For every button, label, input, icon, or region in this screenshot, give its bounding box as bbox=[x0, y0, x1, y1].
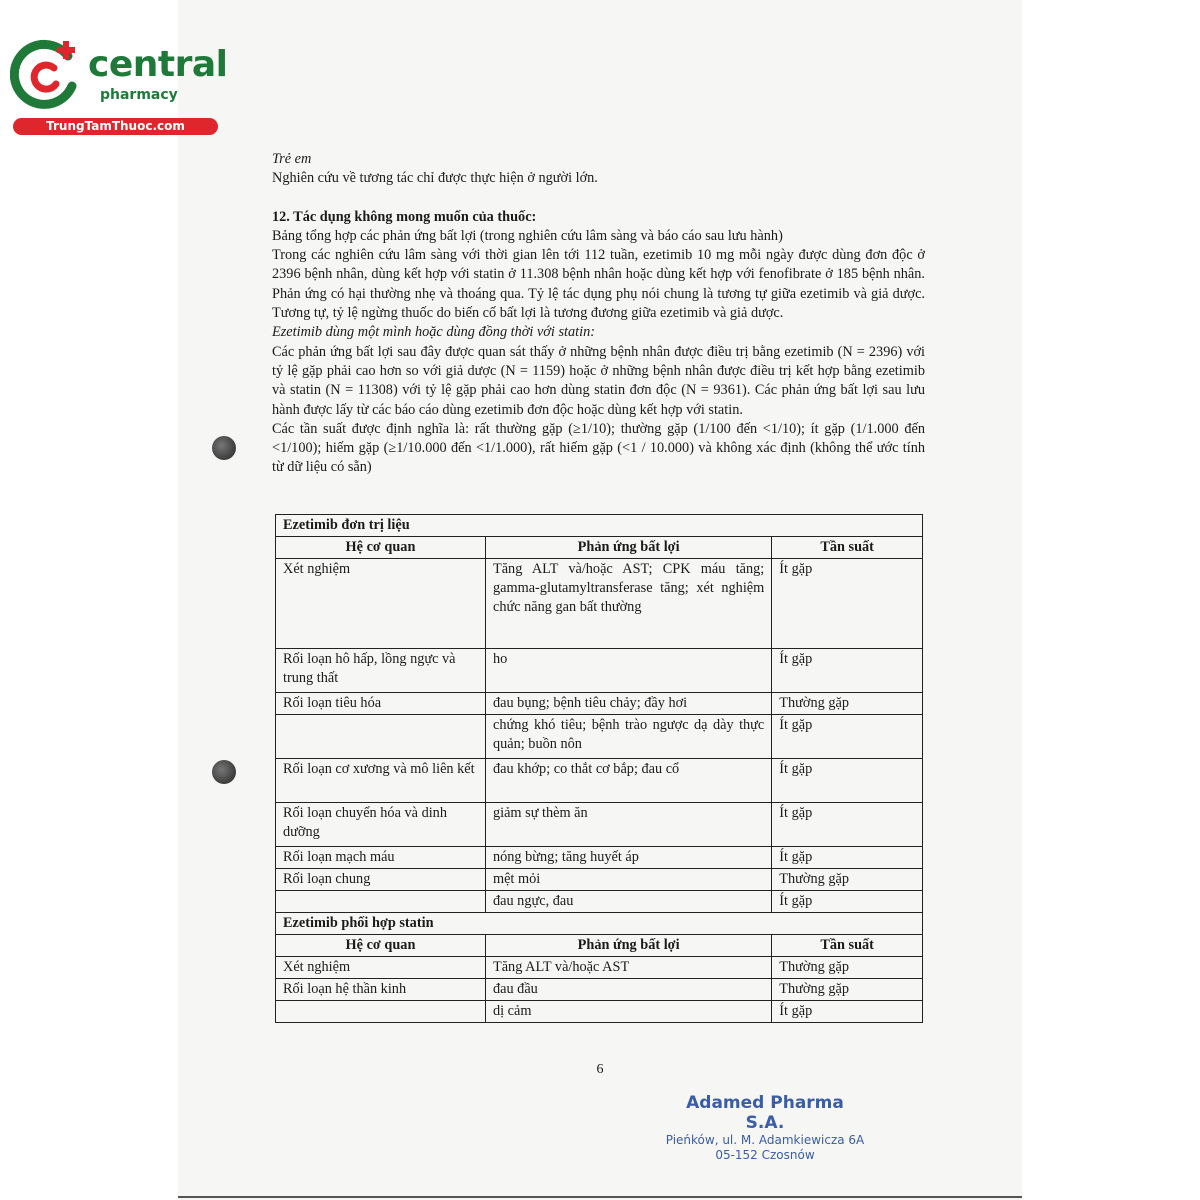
table-row bbox=[276, 803, 923, 847]
frequency-cell: Ít gặp bbox=[772, 1001, 923, 1023]
bottom-divider bbox=[178, 1196, 1022, 1198]
page-number: 6 bbox=[596, 1062, 604, 1077]
adverse-reaction-cell: đau đầu bbox=[485, 979, 771, 1001]
frequency-cell: Ít gặp bbox=[772, 891, 923, 913]
table-header-cell: Phản ứng bất lợi bbox=[485, 537, 771, 559]
table-header-cell: Tần suất bbox=[772, 537, 923, 559]
logo-brand-text: central bbox=[88, 44, 228, 85]
table-row bbox=[276, 715, 923, 759]
paragraph-adverse-reactions: Các phản ứng bất lợi sau đây được quan sát thấy ở những bệnh nhân được điều trị bằng ezetimib (N = 2396) với tỷ lệ gặp phải cao hơn so với giả dược (N = 1159) hoặc ở những bệnh nhân được điều trị kết hợp bằng ezetimib và statin (N = 11308) với tỷ lệ gặp phải cao hơn dùng statin đơn độc (N = 9361). Các phản ứng bất lợi sau lưu hành được lấy từ các báo cáo dùng ezetimib đơn độc hoặc dùng kết hợp với statin. bbox=[272, 343, 925, 418]
table-header-row bbox=[276, 537, 923, 559]
table-row bbox=[276, 559, 923, 649]
table-row bbox=[276, 1001, 923, 1023]
central-pharmacy-logo[interactable] bbox=[10, 38, 228, 138]
organ-system-cell: Rối loạn chuyển hóa và dinh dưỡng bbox=[276, 803, 486, 847]
stamp-company-name: Adamed Pharma S.A. bbox=[686, 1093, 844, 1133]
frequency-cell: Ít gặp bbox=[772, 803, 923, 847]
paragraph-frequencies: Các tần suất được định nghĩa là: rất thường gặp (≥1/10); thường gặp (1/100 đến <1/10); ít gặp (1/1.000 đến <1/100); hiếm gặp (≥1/10.000 đến <1/1.000), rất hiếm gặp (<1 / 10.000) và không xác định (không thể ước tính từ dữ liệu có sẵn) bbox=[272, 420, 925, 476]
adverse-reaction-cell: Tăng ALT và/hoặc AST; CPK máu tăng; gamma-glutamyltransferase tăng; xét nghiệm chức năng gan bất thường bbox=[485, 559, 771, 649]
table-row bbox=[276, 869, 923, 891]
adverse-reaction-cell: mệt mỏi bbox=[485, 869, 771, 891]
stamp-address-line1: Pieńków, ul. M. Adamkiewicza 6A bbox=[665, 1133, 865, 1147]
organ-system-cell bbox=[276, 891, 486, 913]
table-row bbox=[276, 891, 923, 913]
logo-sub-text: pharmacy bbox=[100, 87, 178, 103]
organ-system-cell: Xét nghiệm bbox=[276, 957, 486, 979]
paragraph-summary: Bảng tổng hợp các phản ứng bất lợi (trong nghiên cứu lâm sàng và báo cáo sau lưu hành) bbox=[272, 227, 783, 244]
stamp-address-line2: 05-152 Czosnów bbox=[715, 1148, 815, 1162]
adverse-reaction-cell: nóng bừng; tăng huyết áp bbox=[485, 847, 771, 869]
frequency-cell: Ít gặp bbox=[772, 715, 923, 759]
punch-hole bbox=[212, 760, 236, 784]
adverse-reaction-cell: dị cảm bbox=[485, 1001, 771, 1023]
child-heading: Trẻ em bbox=[272, 151, 312, 167]
frequency-cell: Thường gặp bbox=[772, 979, 923, 1001]
table-section-row bbox=[276, 515, 923, 537]
frequency-cell: Thường gặp bbox=[772, 869, 923, 891]
organ-system-cell: Rối loạn chung bbox=[276, 869, 486, 891]
adverse-reaction-cell: đau ngực, đau bbox=[485, 891, 771, 913]
table-header-cell: Hệ cơ quan bbox=[276, 537, 486, 559]
document-body bbox=[272, 150, 925, 478]
table-section-row bbox=[276, 913, 923, 935]
adverse-reaction-cell: đau bụng; bệnh tiêu chảy; đầy hơi bbox=[485, 693, 771, 715]
frequency-cell: Ít gặp bbox=[772, 847, 923, 869]
paragraph-italic-subheading: Ezetimib dùng một mình hoặc dùng đồng thời với statin: bbox=[272, 324, 596, 341]
frequency-cell: Ít gặp bbox=[772, 759, 923, 803]
organ-system-cell: Xét nghiệm bbox=[276, 559, 486, 649]
frequency-cell: Thường gặp bbox=[772, 693, 923, 715]
table-row bbox=[276, 693, 923, 715]
adverse-reactions-table bbox=[275, 514, 923, 1023]
adverse-reaction-cell: Tăng ALT và/hoặc AST bbox=[485, 957, 771, 979]
organ-system-cell bbox=[276, 715, 486, 759]
frequency-cell: Thường gặp bbox=[772, 957, 923, 979]
child-body: Nghiên cứu về tương tác chỉ được thực hiện ở người lớn. bbox=[272, 170, 598, 187]
adverse-reaction-cell: chứng khó tiêu; bệnh trào ngược dạ dày thực quản; buồn nôn bbox=[485, 715, 771, 759]
company-stamp bbox=[665, 1093, 865, 1163]
table-row bbox=[276, 957, 923, 979]
adverse-reaction-cell: giảm sự thèm ăn bbox=[485, 803, 771, 847]
table-row bbox=[276, 979, 923, 1001]
punch-hole bbox=[212, 436, 236, 460]
table-header-row bbox=[276, 935, 923, 957]
adverse-reaction-cell: ho bbox=[485, 649, 771, 693]
table-header-cell: Hệ cơ quan bbox=[276, 935, 486, 957]
frequency-cell: Ít gặp bbox=[772, 649, 923, 693]
organ-system-cell: Rối loạn hệ thần kinh bbox=[276, 979, 486, 1001]
organ-system-cell: Rối loạn cơ xương và mô liên kết bbox=[276, 759, 486, 803]
section-title: 12. Tác dụng không mong muốn của thuốc: bbox=[272, 208, 537, 225]
organ-system-cell: Rối loạn hô hấp, lồng ngực và trung thất bbox=[276, 649, 486, 693]
paragraph-clinical-trials: Trong các nghiên cứu lâm sàng với thời gian lên tới 112 tuần, ezetimib 10 mg mỗi ngày được dùng đơn độc ở 2396 bệnh nhân, dùng kết hợp với statin ở 11.308 bệnh nhân hoặc dùng kết hợp với fenofibrate ở 185 bệnh nhân. Phản ứng có hại thường nhẹ và thoáng qua. Tỷ lệ tác dụng phụ nói chung là tương tự giữa ezetimib và giả dược. Tương tự, tỷ lệ ngừng thuốc do biến cố bất lợi là tương đương giữa ezetimib và giả dược. bbox=[272, 247, 925, 322]
table-section-title: Ezetimib phối hợp statin bbox=[276, 913, 923, 935]
table-row bbox=[276, 847, 923, 869]
logo-url-badge[interactable]: TrungTamThuoc.com bbox=[13, 118, 218, 135]
table-header-cell: Phản ứng bất lợi bbox=[485, 935, 771, 957]
adverse-reaction-cell: đau khớp; co thắt cơ bắp; đau cổ bbox=[485, 759, 771, 803]
pharmacy-cross-icon bbox=[10, 38, 82, 110]
organ-system-cell: Rối loạn tiêu hóa bbox=[276, 693, 486, 715]
table-row bbox=[276, 649, 923, 693]
organ-system-cell bbox=[276, 1001, 486, 1023]
organ-system-cell: Rối loạn mạch máu bbox=[276, 847, 486, 869]
table-header-cell: Tần suất bbox=[772, 935, 923, 957]
table-row bbox=[276, 759, 923, 803]
table-section-title: Ezetimib đơn trị liệu bbox=[276, 515, 923, 537]
frequency-cell: Ít gặp bbox=[772, 559, 923, 649]
